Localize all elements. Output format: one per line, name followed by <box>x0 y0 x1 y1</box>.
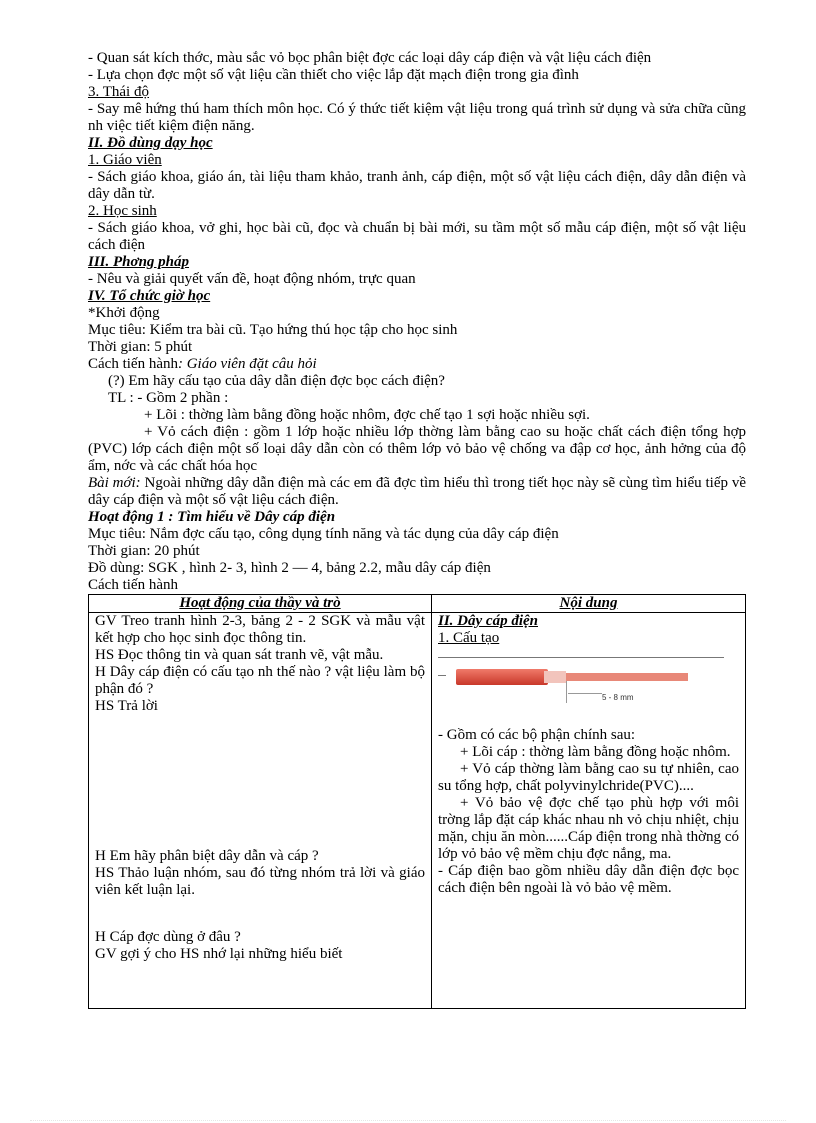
content-title: II. Dây cáp điện <box>438 613 538 629</box>
new-lesson-label: Bài mới: <box>88 475 141 491</box>
content-cell <box>432 613 746 1009</box>
review-question: (?) Em hãy cấu tạo của dây dẫn điện đợc bọc cách điện? <box>108 373 445 389</box>
document-page <box>88 50 746 1009</box>
procedure-2: Cách tiến hành <box>88 577 178 593</box>
page-bottom-divider <box>30 1120 786 1121</box>
content-b3: + Vỏ bảo vệ đợc chế tạo phù hợp với môi trờng lắp đặt cáp khác nhau nh vỏ chịu nhiệt, chịu mặn, chịu ăn mòn......Cáp điện trong nhà thờng có lớp vỏ bảo vệ mềm chịu đợc nắng, ma. <box>438 795 739 862</box>
procedure-1 <box>88 356 746 373</box>
materials: Đồ dùng: SGK , hình 2- 3, hình 2 — 4, bảng 2.2, mẫu dây cáp điện <box>88 560 491 576</box>
activity-p8: GV gợi ý cho HS nhớ lại những hiểu biết <box>95 946 343 962</box>
table-row <box>89 613 746 1009</box>
cable-insulation <box>544 671 566 683</box>
student-text: - Sách giáo khoa, vở ghi, học bài cũ, đọc và chuẩn bị bài mới, su tầm một số mẫu cáp điện, một số vật liệu cách điện <box>88 220 746 253</box>
objective-2: Mục tiêu: Nắm đợc cấu tạo, công dụng tính năng và tác dụng của dây cáp điện <box>88 526 559 542</box>
new-lesson <box>88 475 746 509</box>
col-activities-header: Hoạt động của thầy và trò <box>89 595 432 613</box>
section-IV-title: IV. Tổ chức giờ học <box>88 288 211 304</box>
col-content-header: Nội dung <box>432 595 746 613</box>
intro-line-1: - Quan sát kích thớc, màu sắc vỏ bọc phân biệt đợc các loại dây cáp điện và vật liệu cách điện <box>88 50 652 66</box>
procedure-1-rest: : Giáo viên đặt câu hỏi <box>177 356 317 372</box>
warmup-label: *Khởi động <box>88 305 160 321</box>
teacher-text: - Sách giáo khoa, giáo án, tài liệu tham khảo, tranh ảnh, cáp điện, một số vật liệu cách điện, dây dẫn điện và dây dẫn từ. <box>88 169 746 202</box>
activity-p2: HS Đọc thông tin và quan sát tranh vẽ, vật mẫu. <box>95 647 384 663</box>
section-3-title: 3. Thái độ <box>88 84 149 100</box>
dimension-label: 5 - 8 mm <box>602 693 634 702</box>
activity-table <box>88 594 746 1009</box>
duration-2: Thời gian: 20 phút <box>88 543 200 559</box>
cable-core <box>566 673 688 681</box>
section-III-text: - Nêu và giải quyết vấn đề, hoạt động nhóm, trực quan <box>88 271 416 287</box>
spacer <box>95 715 425 848</box>
objective-1: Mục tiêu: Kiểm tra bài cũ. Tạo hứng thú học tập cho học sinh <box>88 322 458 338</box>
content-subtitle: 1. Cấu tạo <box>438 630 500 646</box>
activities-cell <box>89 613 432 1009</box>
student-title: 2. Học sinh <box>88 203 157 219</box>
section-II-title: II. Đồ dùng dạy học <box>88 135 213 151</box>
table-header-row <box>89 595 746 613</box>
activity-p6: HS Thảo luận nhóm, sau đó từng nhóm trả lời và giáo viên kết luận lại. <box>95 865 425 898</box>
spacer <box>95 899 425 929</box>
activity-p5: H Em hãy phân biệt dây dẫn và cáp ? <box>95 848 319 864</box>
duration-1: Thời gian: 5 phút <box>88 339 193 355</box>
section-3-text: - Say mê hứng thú ham thích môn học. Có ý thức tiết kiệm vật liệu trong quá trình sử dụng và sửa chữa cũng nh việc tiết kiệm điện năng. <box>88 101 746 134</box>
activity-p1: GV Treo tranh hình 2-3, bảng 2 - 2 SGK và mẫu vật kết hợp cho học sinh đọc thông tin. <box>95 613 425 646</box>
cable-illustration <box>438 655 739 727</box>
activity-p7: H Cáp đợc dùng ở đâu ? <box>95 929 241 945</box>
teacher-title: 1. Giáo viên <box>88 152 162 168</box>
activity-p4: HS Trả lời <box>95 698 158 714</box>
activity-p3: H Dây cáp điện có cấu tạo nh thế nào ? vật liệu làm bộ phận đó ? <box>95 664 425 697</box>
answer-insulation: + Vỏ cách điện : gồm 1 lớp hoặc nhiều lớp thờng làm bằng cao su hoặc chất cách điện tổng hợp (PVC) lớp cách điện một số loại dây dẫn còn có thêm lớp vỏ bảo vệ chống va đập cơ học, ảnh hởng của độ ẩm, nớc và các chất hóa học <box>88 424 746 474</box>
answer-core: + Lõi : thờng làm bằng đồng hoặc nhôm, đợc chế tạo 1 sợi hoặc nhiều sợi. <box>144 407 590 423</box>
content-b1: + Lõi cáp : thờng làm bằng đồng hoặc nhôm. <box>460 744 731 760</box>
section-III-title: III. Phơng pháp <box>88 254 190 270</box>
activity-1-title: Hoạt động 1 : Tìm hiểu về Dây cáp điện <box>88 509 336 525</box>
new-lesson-text: Ngoài những dây dẫn điện mà các em đã đợc tìm hiểu thì trong tiết học này sẽ cùng tìm hiểu tiếp về dây cáp điện và một số vật liệu cách điện. <box>88 475 746 508</box>
answer-intro: TL : - Gồm 2 phần : <box>108 390 229 406</box>
cable-sheath <box>456 669 548 685</box>
content-b2: + Vỏ cáp thờng làm bằng cao su tự nhiên, cao su tổng hợp, chất polyvinylchride(PVC).... <box>438 761 739 794</box>
intro-line-2: - Lựa chọn đợc một số vật liệu cần thiết cho việc lắp đặt mạch điện trong gia đình <box>88 67 579 83</box>
procedure-1-label: Cách tiến hành <box>88 356 178 372</box>
content-b4: - Cáp điện bao gồm nhiều dây dẫn điện đợc bọc cách điện bên ngoài là vỏ bảo vệ mềm. <box>438 863 739 896</box>
content-lead: - Gồm có các bộ phận chính sau: <box>438 727 636 743</box>
